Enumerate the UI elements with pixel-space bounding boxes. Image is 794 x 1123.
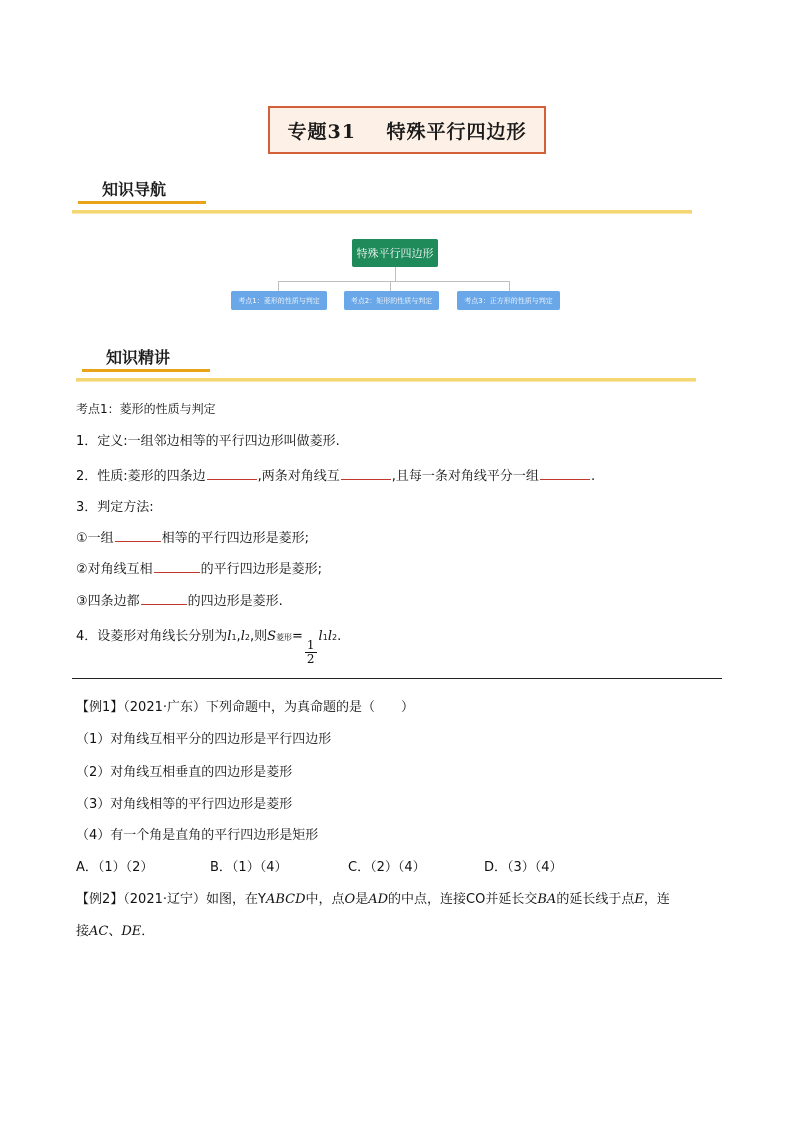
property-text-a: 2．性质:菱形的四条边 bbox=[76, 469, 206, 484]
area-tail-l1: l bbox=[318, 629, 323, 644]
example1-item-1-text: （1）对角线互相平分的四边形是平行四边形 bbox=[76, 732, 332, 747]
area-l1-sub: 1 bbox=[231, 633, 237, 642]
judge-1-line bbox=[76, 527, 309, 546]
property-text-b: ,两条对角线互 bbox=[257, 469, 340, 484]
example1-item-2-text: （2）对角线互相垂直的四边形是菱形 bbox=[76, 765, 293, 780]
mindmap-connector-horizontal bbox=[278, 281, 510, 282]
ex2-text-b: 中，点 bbox=[305, 892, 345, 907]
mindmap-connector-vertical bbox=[395, 267, 396, 281]
ex2-text-e: 并延长交 bbox=[485, 892, 538, 907]
judge-3-text-b: 的四边形是菱形. bbox=[187, 594, 283, 609]
option-b: B．（1）（4） bbox=[210, 860, 288, 875]
property-line bbox=[76, 465, 595, 484]
example2-line-1 bbox=[76, 888, 670, 907]
ex2-ac: AC bbox=[89, 924, 109, 939]
section-underline-accent-2 bbox=[82, 369, 210, 372]
mindmap-root: 特殊平行四边形 bbox=[352, 239, 438, 267]
kaodian-heading bbox=[76, 400, 216, 417]
section-underline-long-2 bbox=[76, 378, 696, 382]
example1-item-1 bbox=[76, 728, 331, 747]
area-text-a: 4．设菱形对角线长分别为 bbox=[76, 629, 228, 644]
ex2-text-d: 的中点，连接 bbox=[388, 892, 467, 907]
example1-options bbox=[76, 856, 563, 875]
judge-2-line bbox=[76, 558, 322, 577]
ex2-text-a: 【例2】（2021·辽宁）如图，在 bbox=[76, 892, 258, 907]
option-a: A．（1）（2） bbox=[76, 860, 154, 875]
area-text-b: ,则 bbox=[249, 629, 268, 644]
area-tail-l2: l bbox=[327, 629, 332, 644]
option-d: D．（3）（4） bbox=[484, 860, 563, 875]
ex2-de: DE bbox=[121, 924, 142, 939]
judge-3-line bbox=[76, 590, 283, 609]
area-l2-sub: 2 bbox=[244, 633, 250, 642]
blank-1[interactable] bbox=[207, 465, 257, 480]
blank-5[interactable] bbox=[154, 558, 200, 573]
area-fraction bbox=[305, 639, 317, 666]
fraction-numerator: 1 bbox=[306, 638, 315, 652]
mindmap-connector-left bbox=[278, 281, 279, 291]
section-underline-long bbox=[72, 210, 692, 214]
blank-6[interactable] bbox=[141, 590, 187, 605]
example1-stem-text: 【例1】（2021·广东）下列命题中，为真命题的是（ ） bbox=[76, 700, 414, 715]
page-title: 专题31 特殊平行四边形 bbox=[287, 120, 527, 143]
area-tail-l2-sub: 2 bbox=[331, 633, 338, 642]
area-tail-l1-sub: 1 bbox=[322, 633, 328, 642]
mindmap-connector-mid bbox=[390, 281, 391, 291]
example1-item-4 bbox=[76, 824, 318, 843]
area-l2: l bbox=[240, 629, 245, 644]
area-l1: l bbox=[227, 629, 232, 644]
mindmap-leaf-3: 考点3：正方形的性质与判定 bbox=[457, 291, 560, 310]
blank-3[interactable] bbox=[540, 465, 590, 480]
judge-text: 3．判定方法: bbox=[76, 500, 154, 515]
judge-3-text-a: ③四条边都 bbox=[76, 594, 140, 609]
judge-2-text-a: ②对角线互相 bbox=[76, 562, 153, 577]
area-S-sub: 菱形 bbox=[276, 633, 292, 642]
fraction-denominator: 2 bbox=[306, 652, 315, 666]
judge-1-text-b: 相等的平行四边形是菱形; bbox=[161, 531, 310, 546]
kaodian-text: 考点1：菱形的性质与判定 bbox=[76, 402, 216, 416]
example1-item-3 bbox=[76, 793, 292, 812]
judge-2-text-b: 的平行四边形是菱形; bbox=[200, 562, 323, 577]
mindmap-connector-right bbox=[509, 281, 510, 291]
blank-2[interactable] bbox=[341, 465, 391, 480]
divider bbox=[72, 678, 722, 679]
area-line bbox=[76, 625, 342, 666]
ex2-abcd: ABCD bbox=[265, 892, 306, 907]
option-c: C．（2）（4） bbox=[348, 860, 426, 875]
mindmap-leaf-2: 考点2：矩形的性质与判定 bbox=[344, 291, 439, 310]
title-box bbox=[268, 106, 546, 154]
ex2-o: O bbox=[344, 892, 356, 907]
property-text-d: . bbox=[590, 469, 596, 484]
section-heading-nav: 知识导航 bbox=[102, 180, 167, 199]
blank-4[interactable] bbox=[115, 527, 161, 542]
example2-line-2 bbox=[76, 920, 154, 939]
ex2-ad: AD bbox=[368, 892, 389, 907]
ex2-text-f: 的延长线于点 bbox=[556, 892, 635, 907]
ex2-para-sym: Y bbox=[258, 892, 266, 907]
ex2-ba: BA bbox=[537, 892, 557, 907]
area-S: S bbox=[267, 629, 276, 644]
area-comma: , bbox=[236, 629, 241, 644]
section-underline-accent bbox=[78, 201, 206, 204]
example1-item-3-text: （3）对角线相等的平行四边形是菱形 bbox=[76, 797, 293, 812]
mindmap-leaf-1: 考点1：菱形的性质与判定 bbox=[231, 291, 327, 310]
definition-line bbox=[76, 430, 340, 449]
ex2-text-g: ，连 bbox=[643, 892, 670, 907]
judge-line bbox=[76, 496, 154, 515]
ex2-text-i: 、 bbox=[108, 924, 122, 939]
definition-text: 1．定义:一组邻边相等的平行四边形叫做菱形. bbox=[76, 434, 340, 449]
example1-stem bbox=[76, 696, 414, 715]
area-end: . bbox=[337, 629, 342, 644]
ex2-e: E bbox=[634, 892, 644, 907]
ex2-co: CO bbox=[466, 892, 486, 907]
ex2-text-h: 接 bbox=[76, 924, 90, 939]
section-heading-lecture: 知识精讲 bbox=[106, 348, 171, 367]
judge-1-text-a: ①一组 bbox=[76, 531, 114, 546]
example1-item-2 bbox=[76, 761, 292, 780]
ex2-text-j: ． bbox=[141, 924, 155, 939]
property-text-c: ,且每一条对角线平分一组 bbox=[391, 469, 539, 484]
ex2-text-c: 是 bbox=[355, 892, 369, 907]
example1-item-4-text: （4）有一个角是直角的平行四边形是矩形 bbox=[76, 828, 319, 843]
area-eq: = bbox=[292, 629, 303, 644]
